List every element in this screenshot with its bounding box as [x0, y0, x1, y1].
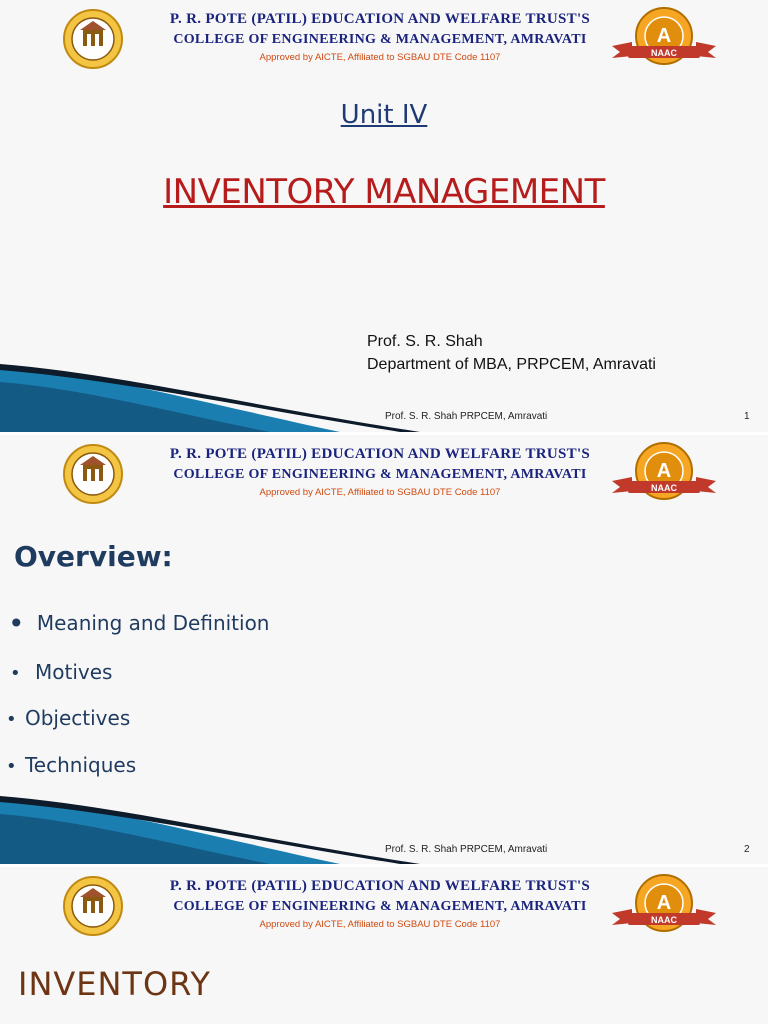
- bullet-text: Motives: [34, 660, 113, 684]
- trust-name: P. R. POTE (PATIL) EDUCATION AND WELFARE TRUST'S: [169, 446, 591, 462]
- slide-heading: INVENTORY: [18, 965, 211, 1003]
- list-item: [6, 753, 136, 777]
- naac-badge-icon: [608, 873, 720, 939]
- slide-header: [0, 867, 768, 942]
- slide-title: INVENTORY MANAGEMENT: [163, 172, 605, 212]
- slide-3: [0, 867, 768, 1024]
- trust-name: P. R. POTE (PATIL) EDUCATION AND WELFARE TRUST'S: [169, 878, 591, 894]
- bullet-text: Meaning and Definition: [36, 611, 270, 635]
- approval-text: Approved by AICTE, Affiliated to SGBAU DTE Code 1107: [259, 919, 501, 930]
- author-department: Department of MBA, PRPCEM, Amravati: [367, 356, 656, 373]
- college-seal-icon: [58, 443, 128, 505]
- page-number: 2: [744, 844, 750, 855]
- badge-grade: A: [656, 460, 672, 482]
- college-name: COLLEGE OF ENGINEERING & MANAGEMENT, AMRAVATI: [173, 32, 587, 47]
- footer-swoosh: [0, 794, 768, 864]
- trust-name: P. R. POTE (PATIL) EDUCATION AND WELFARE TRUST'S: [169, 11, 591, 27]
- badge-label: NAAC: [651, 483, 677, 493]
- college-name: COLLEGE OF ENGINEERING & MANAGEMENT, AMRAVATI: [173, 467, 587, 482]
- bullet-icon: •: [8, 607, 25, 640]
- college-name: COLLEGE OF ENGINEERING & MANAGEMENT, AMRAVATI: [173, 899, 587, 914]
- badge-grade: A: [656, 892, 672, 914]
- approval-text: Approved by AICTE, Affiliated to SGBAU DTE Code 1107: [259, 487, 501, 498]
- list-item: [6, 706, 130, 730]
- bullet-icon: •: [6, 756, 17, 777]
- bullet-icon: •: [10, 663, 21, 684]
- page-number: 1: [744, 411, 750, 422]
- slide-footer: Prof. S. R. Shah PRPCEM, Amravati: [385, 844, 548, 855]
- bullet-text: Techniques: [24, 753, 137, 777]
- college-seal-icon: [58, 8, 128, 70]
- badge-label: NAAC: [651, 915, 677, 925]
- slide-header: [0, 0, 768, 75]
- bullet-text: Objectives: [24, 706, 131, 730]
- overview-heading: Overview:: [14, 540, 173, 573]
- footer-swoosh: [0, 362, 768, 432]
- author-name: Prof. S. R. Shah: [367, 333, 483, 350]
- bullet-icon: •: [6, 709, 17, 730]
- slide-1: [0, 0, 768, 432]
- badge-label: NAAC: [651, 48, 677, 58]
- slide-footer: Prof. S. R. Shah PRPCEM, Amravati: [385, 411, 548, 422]
- slide-2: [0, 435, 768, 864]
- slide-header: [0, 435, 768, 510]
- naac-badge-icon: [608, 441, 720, 507]
- naac-badge-icon: [608, 6, 720, 72]
- approval-text: Approved by AICTE, Affiliated to SGBAU DTE Code 1107: [259, 52, 501, 63]
- list-item: [8, 607, 269, 640]
- unit-heading: Unit IV: [340, 100, 428, 130]
- college-seal-icon: [58, 875, 128, 937]
- list-item: [10, 660, 112, 684]
- badge-grade: A: [656, 25, 672, 47]
